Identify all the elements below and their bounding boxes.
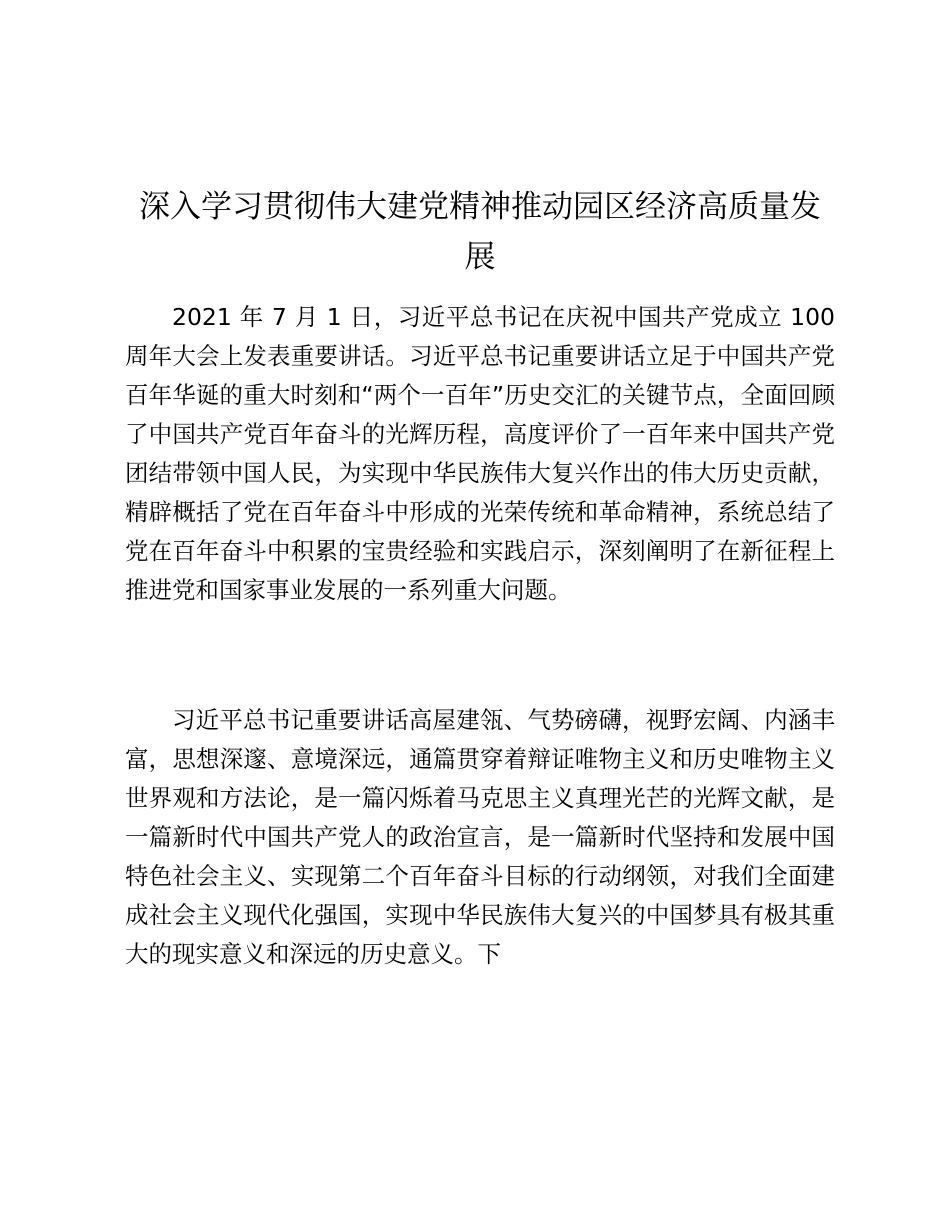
paragraph-1: 2021 年 7 月 1 日，习近平总书记在庆祝中国共产党成立 100 周年大会上发表重要讲话。习近平总书记重要讲话立足于中国共产党百年华诞的重大时刻和“两个一百年”历史交汇的关键节点，全面回顾了中国共产党百年奋斗的光辉历程，高度评价了一百年来中国共产党团结带领中国人民，为实现中华民族伟大复兴作出的伟大历史贡献，精辟概括了党在百年奋斗中形成的光荣传统和革命精神，系统总结了党在百年奋斗中积累的宝贵经验和实践启示，深刻阐明了在新征程上推进党和国家事业发展的一系列重大问题。 bbox=[125, 303, 835, 604]
document-title: 深入学习贯彻伟大建党精神推动园区经济高质量发展 bbox=[139, 189, 821, 275]
paragraph-2: 习近平总书记重要讲话高屋建瓴、气势磅礴，视野宏阔、内涵丰富，思想深邃、意境深远，通篇贯穿着辩证唯物主义和历史唯物主义世界观和方法论，是一篇闪烁着马克思主义真理光芒的光辉文献，是一篇新时代中国共产党人的政治宣言，是一篇新时代坚持和发展中国特色社会主义、实现第二个百年奋斗目标的行动纲领，对我们全面建成社会主义现代化强国，实现中华民族伟大复兴的中国梦具有极其重大的现实意义和深远的历史意义。下 bbox=[125, 706, 835, 968]
